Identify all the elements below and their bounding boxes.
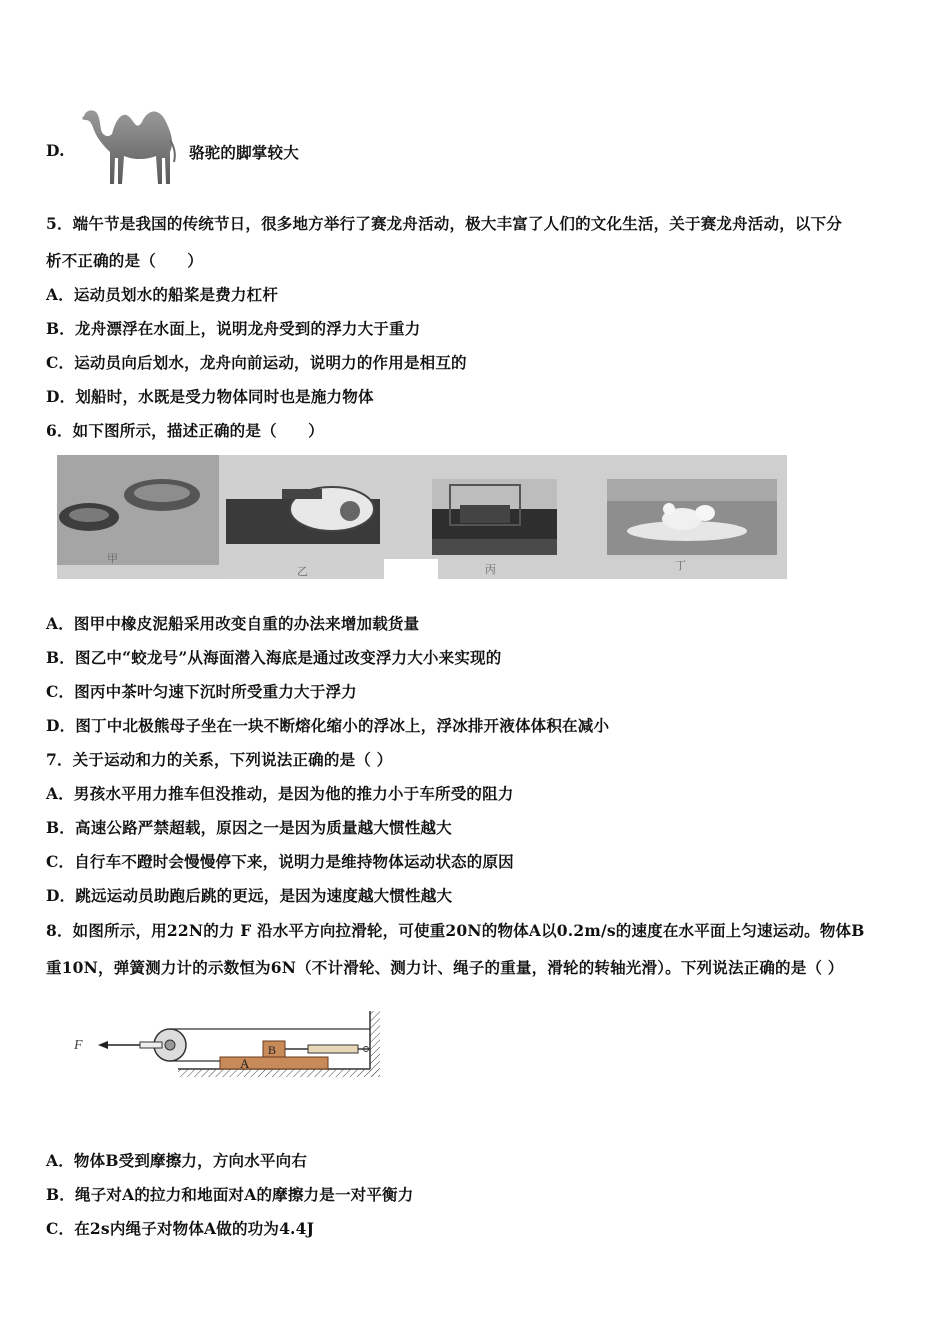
photo-ding [607,479,777,555]
q7-stem: 7．关于运动和力的关系，下列说法正确的是（ ） [46,750,393,769]
q8-option-b: B．绳子对A的拉力和地面对A的摩擦力是一对平衡力 [46,1185,414,1204]
q5-stem-line2: 析不正确的是（ ） [46,251,204,270]
q7-option-c: C．自行车不蹬时会慢慢停下来，说明力是维持物体运动状态的原因 [46,852,514,871]
photo-bing [432,479,557,555]
photo-yi-caption: 乙 [297,565,308,578]
q7-option-a: A．男孩水平用力推车但没推动，是因为他的推力小于车所受的阻力 [46,784,514,803]
q5-option-b: B．龙舟漂浮在水面上，说明龙舟受到的浮力大于重力 [46,319,421,338]
block-a-label: A [240,1056,250,1071]
q7-option-d: D．跳远运动员助跑后跳的更远，是因为速度越大惯性越大 [46,886,453,905]
photo-gap [384,559,438,579]
q6-option-b: B．图乙中“蛟龙号”从海面潜入海底是通过改变浮力大小来实现的 [46,648,502,667]
q5-option-d: D．划船时，水既是受力物体同时也是施力物体 [46,387,374,406]
q6-option-a: A．图甲中橡皮泥船采用改变自重的办法来增加载货量 [46,614,420,633]
q8-stem-line2: 重10N，弹簧测力计的示数恒为6N（不计滑轮、测力计、绳子的重量，滑轮的转轴光滑）。下列说法正确的是（ ） [46,958,844,977]
q6-option-c: C．图丙中茶叶匀速下沉时所受重力大于浮力 [46,682,357,701]
photo-ding-caption: 丁 [675,559,686,572]
q8-option-c: C．在2s内绳子对物体A做的功为4.4J [46,1219,315,1238]
q4-option-d-text: 骆驼的脚掌较大 [189,143,299,162]
q5-option-c: C．运动员向后划水，龙舟向前运动，说明力的作用是相互的 [46,353,467,372]
q8-stem-line1: 8．如图所示，用22N的力 F 沿水平方向拉滑轮，可使重20N的物体A以0.2m/s的速度在水平面上匀速运动。物体B [46,921,865,940]
q6-photo-strip [57,455,787,579]
q8-option-a: A．物体B受到摩擦力，方向水平向右 [46,1151,308,1170]
camel-icon [76,100,186,188]
q4-option-d-letter: D. [46,141,65,160]
q5-stem-line1: 5．端午节是我国的传统节日，很多地方举行了赛龙舟活动，极大丰富了人们的文化生活，关于赛龙舟活动，以下分 [46,214,842,233]
q5-option-a: A．运动员划水的船桨是费力杠杆 [46,285,279,304]
photo-bing-caption: 丙 [485,563,496,576]
photo-jia-caption: 甲 [107,552,118,565]
q8-pulley-diagram [68,1005,388,1081]
q6-stem: 6．如下图所示，描述正确的是（ ） [46,421,324,440]
photo-jia [57,455,219,565]
q7-option-b: B．高速公路严禁超载，原因之一是因为质量越大惯性越大 [46,818,452,837]
force-label: F [74,1038,83,1053]
q6-option-d: D．图丁中北极熊母子坐在一块不断熔化缩小的浮冰上，浮冰排开液体体积在减小 [46,716,610,735]
block-b-label: B [268,1043,277,1057]
